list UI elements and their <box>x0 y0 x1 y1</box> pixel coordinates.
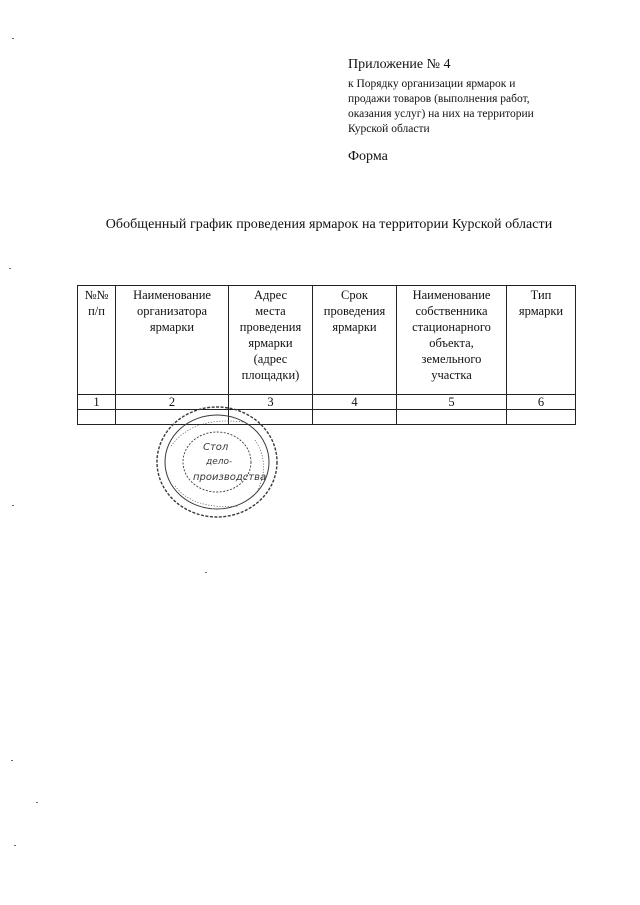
header-text: Срок <box>341 288 368 302</box>
fair-schedule-table <box>77 285 576 425</box>
appendix-header <box>348 56 578 137</box>
header-text: №№ <box>84 288 109 302</box>
header-text: собственника <box>415 304 488 318</box>
header-text: Наименование <box>412 288 491 302</box>
header-text: Тип <box>530 288 552 302</box>
column-number: 1 <box>78 395 116 410</box>
header-cell-term <box>313 286 397 395</box>
scan-speck <box>12 38 14 39</box>
scan-speck <box>14 845 16 846</box>
header-cell-owner <box>397 286 507 395</box>
scan-speck <box>36 802 38 803</box>
header-text: ярмарки <box>518 304 564 318</box>
column-number: 5 <box>397 395 507 410</box>
header-text: проведения <box>323 304 386 318</box>
form-label: Форма <box>348 149 388 164</box>
column-number: 4 <box>313 395 397 410</box>
stamp-text: Стол <box>203 442 229 453</box>
empty-cell <box>507 410 576 425</box>
appendix-line: Курской области <box>348 123 430 135</box>
table-header-row <box>78 286 576 395</box>
empty-cell <box>78 410 116 425</box>
header-text: ярмарки <box>248 336 293 350</box>
appendix-line: к Порядку организации ярмарок и <box>348 78 516 90</box>
column-number: 2 <box>116 395 229 410</box>
header-cell-organizer <box>116 286 229 395</box>
header-text: проведения <box>239 320 302 334</box>
scan-speck <box>9 268 11 269</box>
header-text: земельного <box>421 352 482 366</box>
header-text: ярмарки <box>149 320 195 334</box>
header-text: (адрес <box>253 352 288 366</box>
header-text: стационарного <box>412 320 491 334</box>
header-text: организатора <box>136 304 208 318</box>
column-number: 3 <box>229 395 313 410</box>
appendix-line: оказания услуг) на них на территории <box>348 108 534 120</box>
stamp-text: дело- <box>206 457 233 467</box>
header-text: места <box>255 304 286 318</box>
header-text: объекта, <box>429 336 474 350</box>
empty-cell <box>397 410 507 425</box>
appendix-line: продажи товаров (выполнения работ, <box>348 93 530 105</box>
stamp-text: производства <box>193 472 267 483</box>
empty-cell <box>313 410 397 425</box>
header-text: ярмарки <box>332 320 377 334</box>
header-cell-type <box>507 286 576 395</box>
scan-speck <box>11 760 13 761</box>
header-text: участка <box>431 368 472 382</box>
header-text: площадки) <box>241 368 300 382</box>
scan-speck <box>205 572 207 573</box>
header-cell-number <box>78 286 116 395</box>
header-text: Наименование <box>133 288 211 302</box>
scan-speck <box>12 505 14 506</box>
document-title: Обобщенный график проведения ярмарок на территории Курской области <box>105 217 553 232</box>
header-text: Адрес <box>253 288 288 302</box>
office-stamp <box>153 402 281 520</box>
header-text: п/п <box>88 304 105 318</box>
header-cell-address <box>229 286 313 395</box>
appendix-title: Приложение № 4 <box>348 57 451 72</box>
column-number: 6 <box>507 395 576 410</box>
